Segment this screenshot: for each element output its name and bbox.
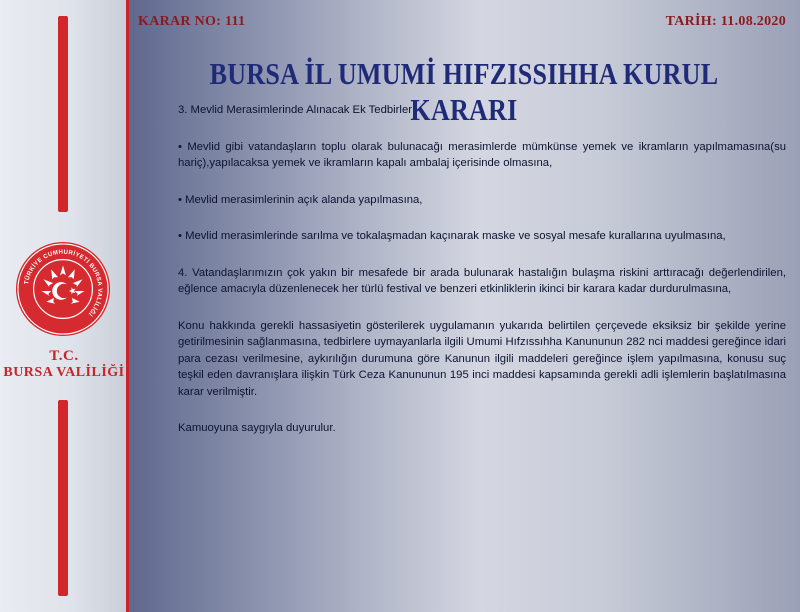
enforcement-paragraph: Konu hakkında gerekli hassasiyetin gösterilerek uygulamanın yukarıda belirtilen çerçevede eksiksiz bir şekilde yerine getirilmesinin sağlanmasına, tedbirlere uymayanlarla ilgili Umumi Hıfzıssıhha Kanununun 282 nci maddesi gereğince idari para cezası verilmesine, aykırılığın durumuna göre Kanunun ilgili maddeleri gereğince işlem yapılmasına, konusu suç teşkil eden davranışlara ilişkin Türk Ceza Kanununun 195 inci maddesi kapsamında gerekli adli işlemlerin başlatılmasına karar verilmiştir. <box>178 319 786 398</box>
section-heading: 3. Mevlid Merasimlerinde Alınacak Ek Tedbirler <box>178 104 412 116</box>
sidebar <box>0 0 128 612</box>
sidebar-divider <box>126 0 129 612</box>
red-bar-bottom <box>58 400 68 596</box>
measure-festivals: 4. Vatandaşlarımızın çok yakın bir mesafede bir arada bulunarak hastalığın bulaşma riskini arttıracağı değerlendirilen, eğlence amacıyla düzenlenecek her türlü festival ve benzeri etkinliklerin ikinci bir karara kadar durdurulmasına, <box>178 266 786 295</box>
measure-mask-distance: • Mevlid merasimlerinde sarılma ve tokalaşmadan kaçınarak maske ve sosyal mesafe kurallarına uyulmasına, <box>178 230 726 242</box>
page-title: BURSA İL UMUMİ HIFZISSIHHA KURUL KARARI <box>209 56 719 127</box>
decision-number: KARAR NO: 111 <box>138 14 246 29</box>
measure-open-area: • Mevlid merasimlerinin açık alanda yapılmasına, <box>178 193 423 206</box>
tc-label: T.C. <box>49 348 79 364</box>
closing-line: Kamuoyuna saygıyla duyurulur. <box>178 422 336 434</box>
decision-date: TARİH: 11.08.2020 <box>665 14 786 29</box>
seal-text: TÜRKİYE CUMHURİYETİ BURSA VALİLİĞİ <box>24 249 103 317</box>
decision-body <box>178 102 786 457</box>
governorship-seal-icon <box>14 240 112 338</box>
governorship-label: BURSA VALİLİĞİ <box>3 365 125 380</box>
red-bar-top <box>58 16 68 212</box>
measure-food-serving: • Mevlid gibi vatandaşların toplu olarak bulunacağı merasimlerde mümkünse yemek ve ikramların yapılmamasına(su hariç),yapılacaksa yemek ve ikramların kapalı ambalaj içerisinde olmasına, <box>178 140 786 169</box>
